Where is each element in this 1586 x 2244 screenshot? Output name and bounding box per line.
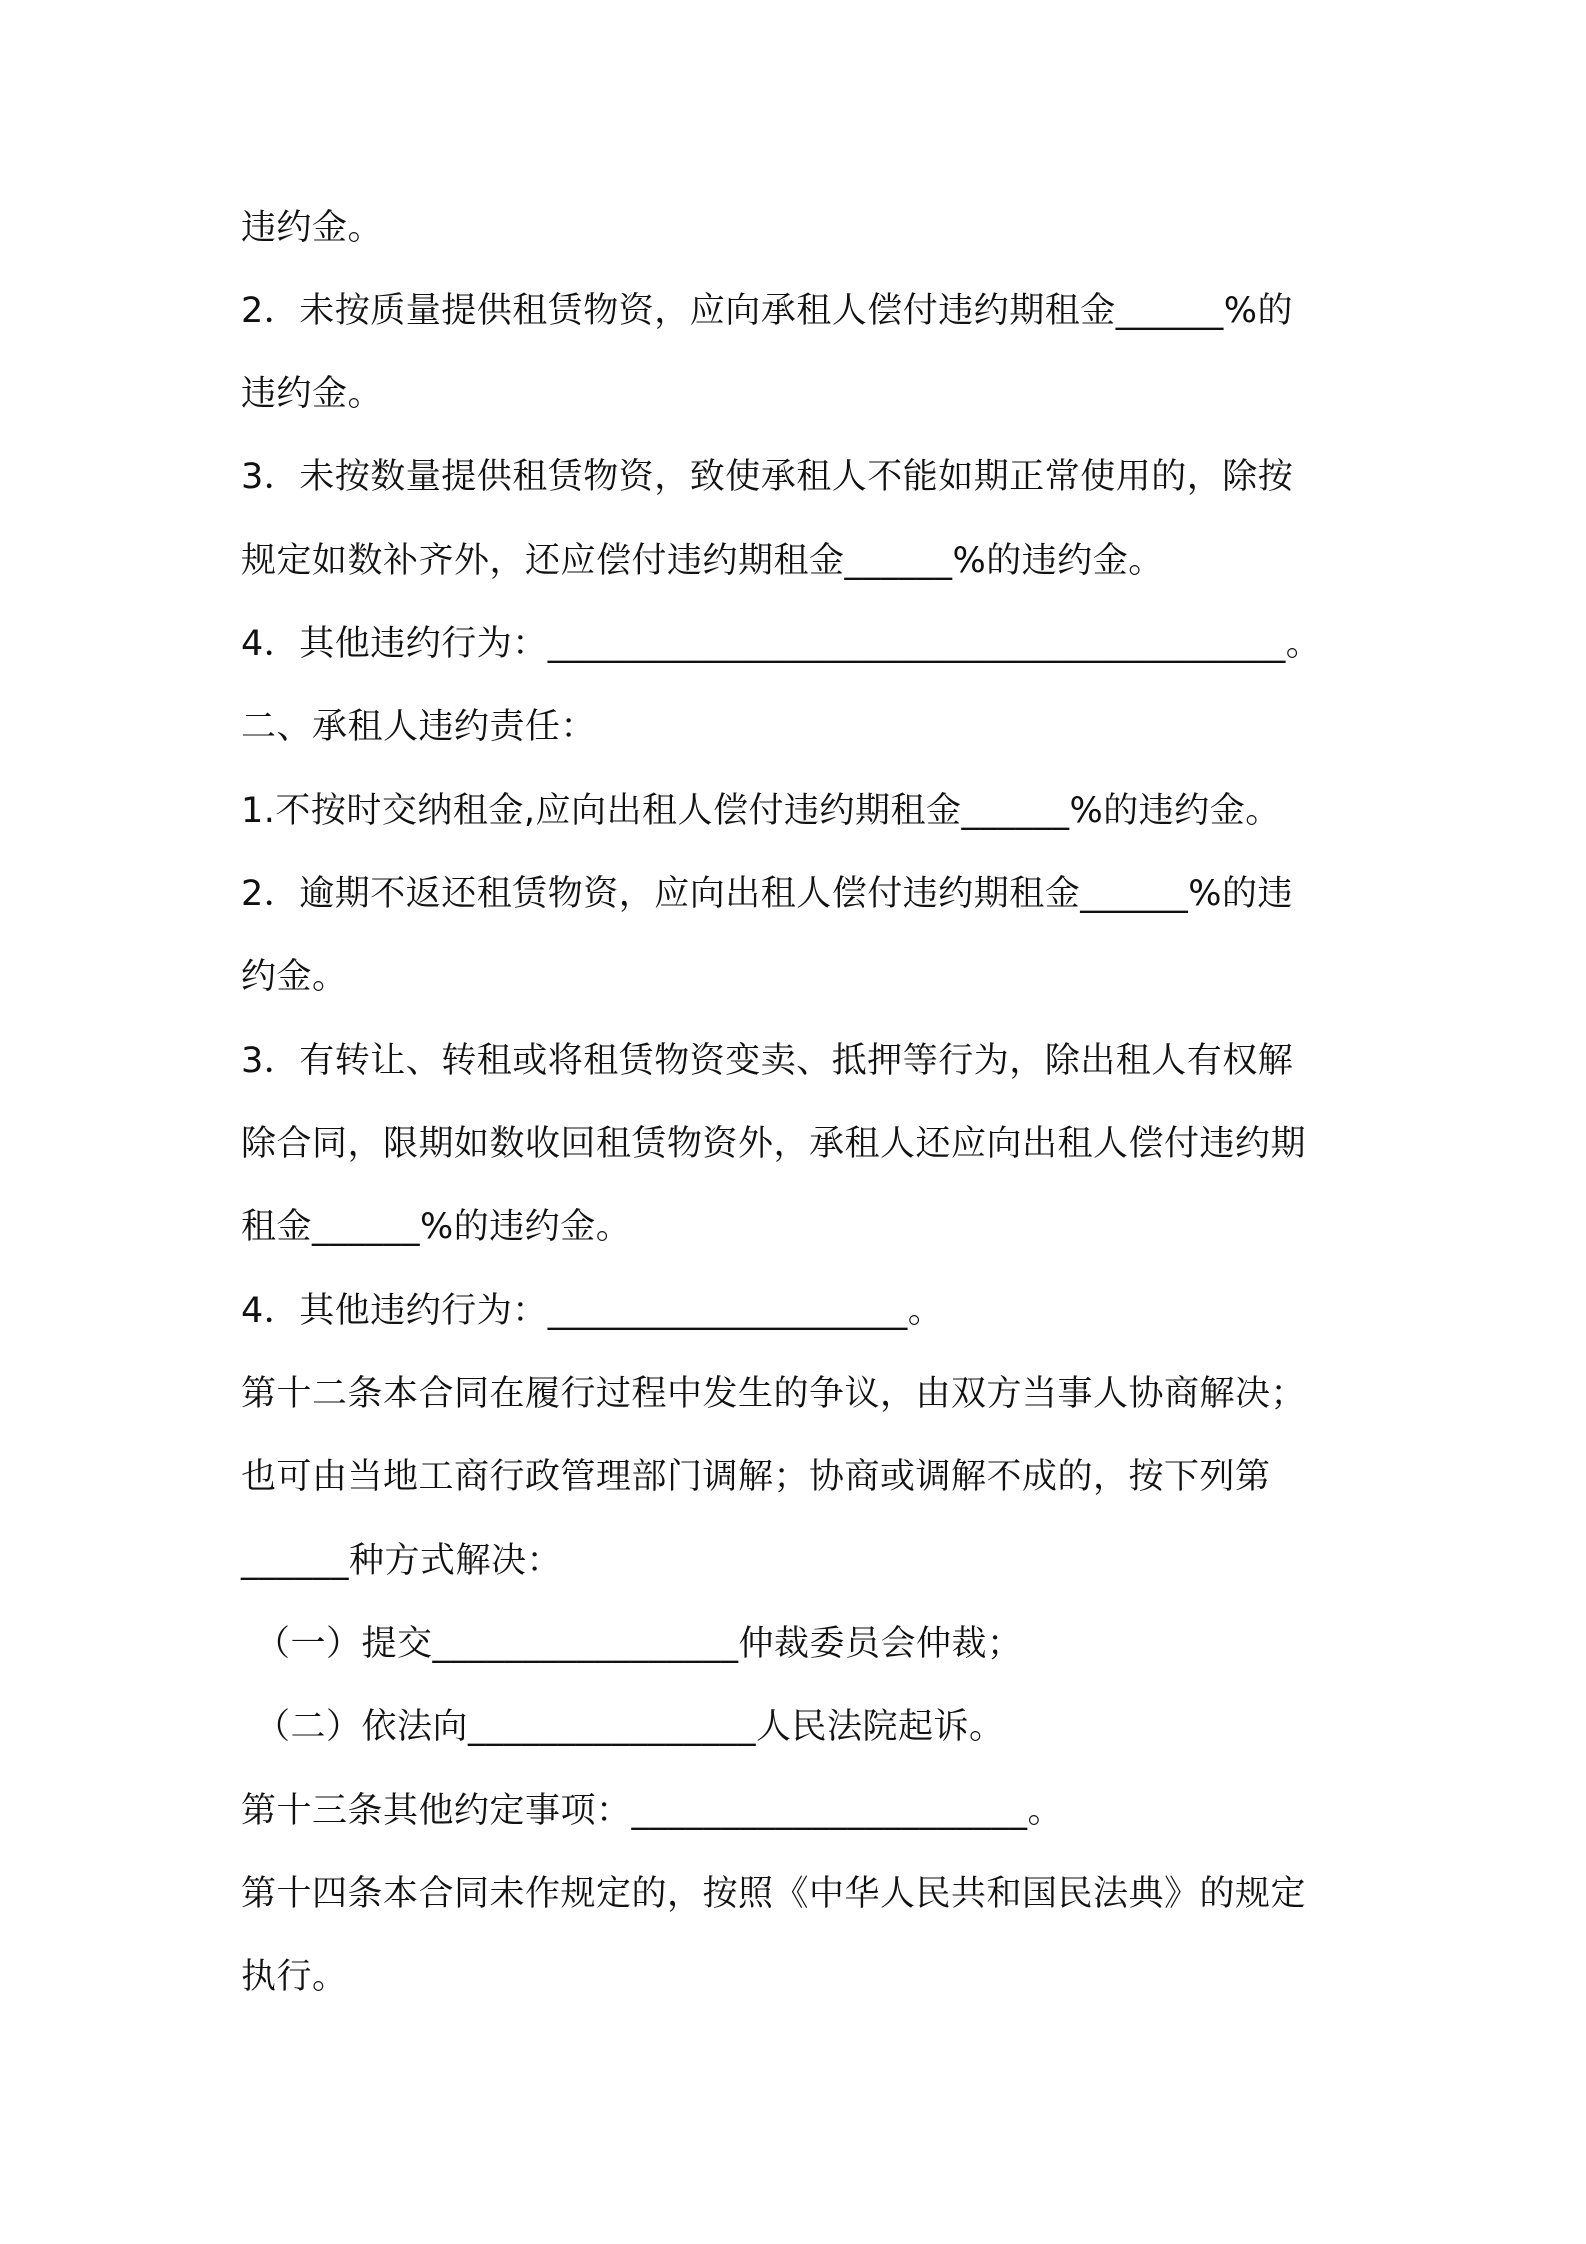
text-line: ______种方式解决： [241,1541,563,1581]
text-line: （一）提交_________________仲裁委员会仲裁； [255,1624,1023,1664]
text-line: （二）依法向________________人民法院起诉。 [255,1707,1005,1747]
text-line: 3．未按数量提供租赁物资，致使承租人不能如期正常使用的，除按 [241,457,1294,497]
text-line: 违约金。 [241,374,384,414]
text-line: 2．逾期不返还租赁物资，应向出租人偿付违约期租金______%的违 [241,874,1294,914]
text-line: 约金。 [241,957,348,997]
text-line: 4．其他违约行为：_________________________________________。 [241,624,1322,664]
text-line: 第十三条其他约定事项：______________________。 [241,1791,1064,1831]
section-heading: 二、承租人违约责任： [241,707,597,747]
text-line: 执行。 [241,1957,348,1997]
text-line: 第十二条本合同在履行过程中发生的争议，由双方当事人协商解决； [241,1374,1307,1414]
text-line: 违约金。 [241,208,384,248]
text-line: 4．其他违约行为：____________________。 [241,1291,944,1331]
text-line: 2．未按质量提供租赁物资，应向承租人偿付违约期租金______%的 [241,291,1294,331]
text-line: 租金______%的违约金。 [241,1207,632,1247]
text-line: 除合同，限期如数收回租赁物资外，承租人还应向出租人偿付违约期 [241,1124,1307,1164]
text-line: 第十四条本合同未作规定的，按照《中华人民共和国民法典》的规定 [241,1874,1307,1914]
text-line: 3．有转让、转租或将租赁物资变卖、抵押等行为，除出租人有权解 [241,1041,1294,1081]
text-line: 规定如数补齐外，还应偿付违约期租金______%的违约金。 [241,541,1164,581]
text-line: 也可由当地工商行政管理部门调解；协商或调解不成的，按下列第 [241,1457,1271,1497]
text-line: 1.不按时交纳租金,应向出租人偿付违约期租金______%的违约金。 [241,791,1281,831]
